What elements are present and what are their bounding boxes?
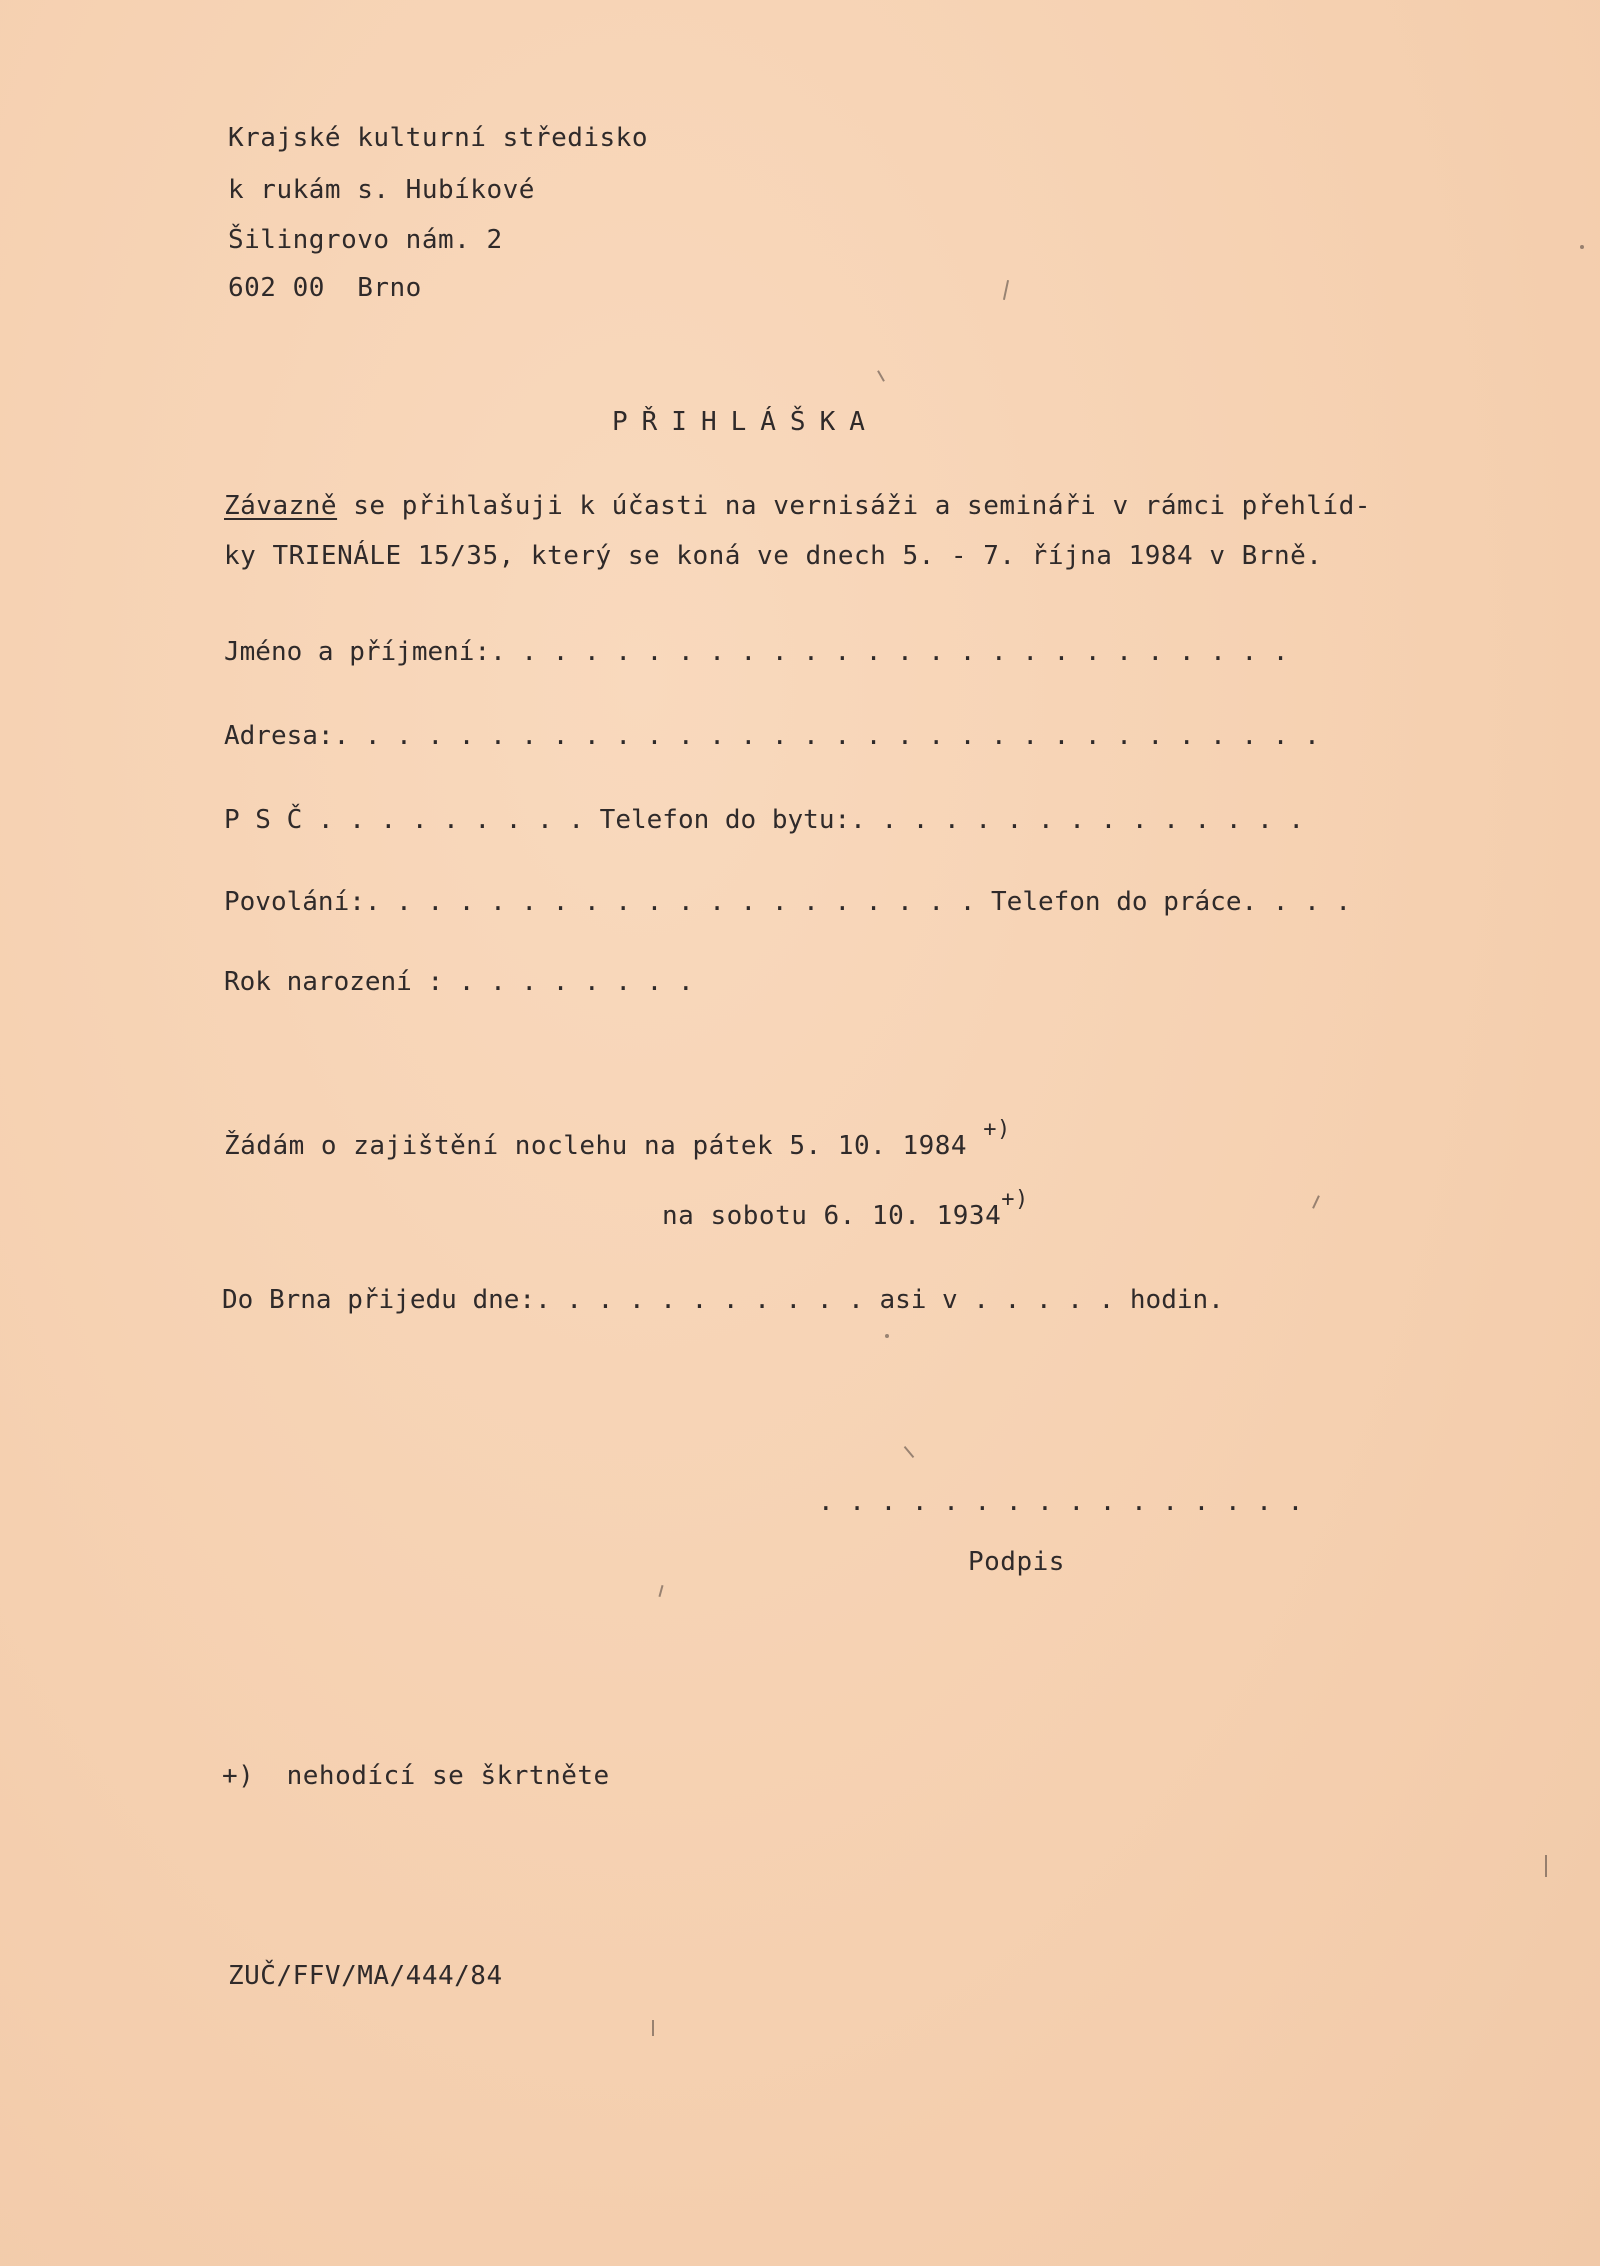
lodging-friday[interactable]: Žádám o zajištění noclehu na pátek 5. 10. 1984 <box>224 1131 968 1161</box>
signature-line[interactable]: . . . . . . . . . . . . . . . . <box>818 1487 1304 1517</box>
birth-year-field[interactable]: Rok narození : . . . . . . . . <box>224 967 694 997</box>
paper-mark <box>652 2020 654 2036</box>
address-line-4: 602 00 Brno <box>228 273 422 303</box>
form-title: PŘIHLÁŠKA <box>612 407 879 437</box>
paper-mark <box>658 1585 663 1597</box>
paper-mark <box>1003 280 1009 300</box>
lodging-line-2 <box>662 1187 1029 1234</box>
footnote: +) nehodící se škrtněte <box>222 1761 610 1791</box>
reference-number: ZUČ/FFV/MA/444/84 <box>228 1961 503 1991</box>
paper-mark <box>1312 1195 1320 1209</box>
paper-mark <box>885 1334 889 1338</box>
intro-underlined-word: Závazně <box>224 491 338 521</box>
paper-mark <box>1545 1855 1547 1877</box>
arrival-field[interactable]: Do Brna přijedu dne:. . . . . . . . . . . asi v . . . . . hodin. <box>222 1285 1224 1315</box>
address-line-1: Krajské kulturní středisko <box>228 123 648 153</box>
lodging-saturday[interactable]: na sobotu 6. 10. 1934 <box>662 1201 1002 1231</box>
intro-line-1 <box>224 490 1371 522</box>
paper-mark <box>1580 245 1584 249</box>
address-line-3: Šilingrovo nám. 2 <box>228 225 503 255</box>
lodging-line-1 <box>224 1117 1011 1164</box>
psc-phone-home-field[interactable]: P S Č . . . . . . . . . Telefon do bytu:. . . . . . . . . . . . . . . <box>224 805 1305 835</box>
name-field[interactable]: Jméno a příjmení:. . . . . . . . . . . . . . . . . . . . . . . . . . <box>224 637 1289 667</box>
lodging-friday-mark: +) <box>983 1117 1011 1142</box>
intro-line-2: ky TRIENÁLE 15/35, který se koná ve dnech 5. - 7. října 1984 v Brně. <box>224 541 1323 571</box>
address-field[interactable]: Adresa:. . . . . . . . . . . . . . . . . . . . . . . . . . . . . . . . <box>224 721 1320 751</box>
intro-line-1-rest: se přihlašuji k účasti na vernisáži a semináři v rámci přehlíd- <box>337 491 1371 521</box>
signature-label: Podpis <box>968 1547 1065 1577</box>
address-line-2: k rukám s. Hubíkové <box>228 175 535 205</box>
lodging-saturday-mark: +) <box>1001 1187 1029 1212</box>
paper-mark <box>904 1446 915 1458</box>
paper-mark <box>877 370 885 381</box>
occupation-phone-work-field[interactable]: Povolání:. . . . . . . . . . . . . . . . . . . . Telefon do práce. . . . <box>224 887 1352 917</box>
